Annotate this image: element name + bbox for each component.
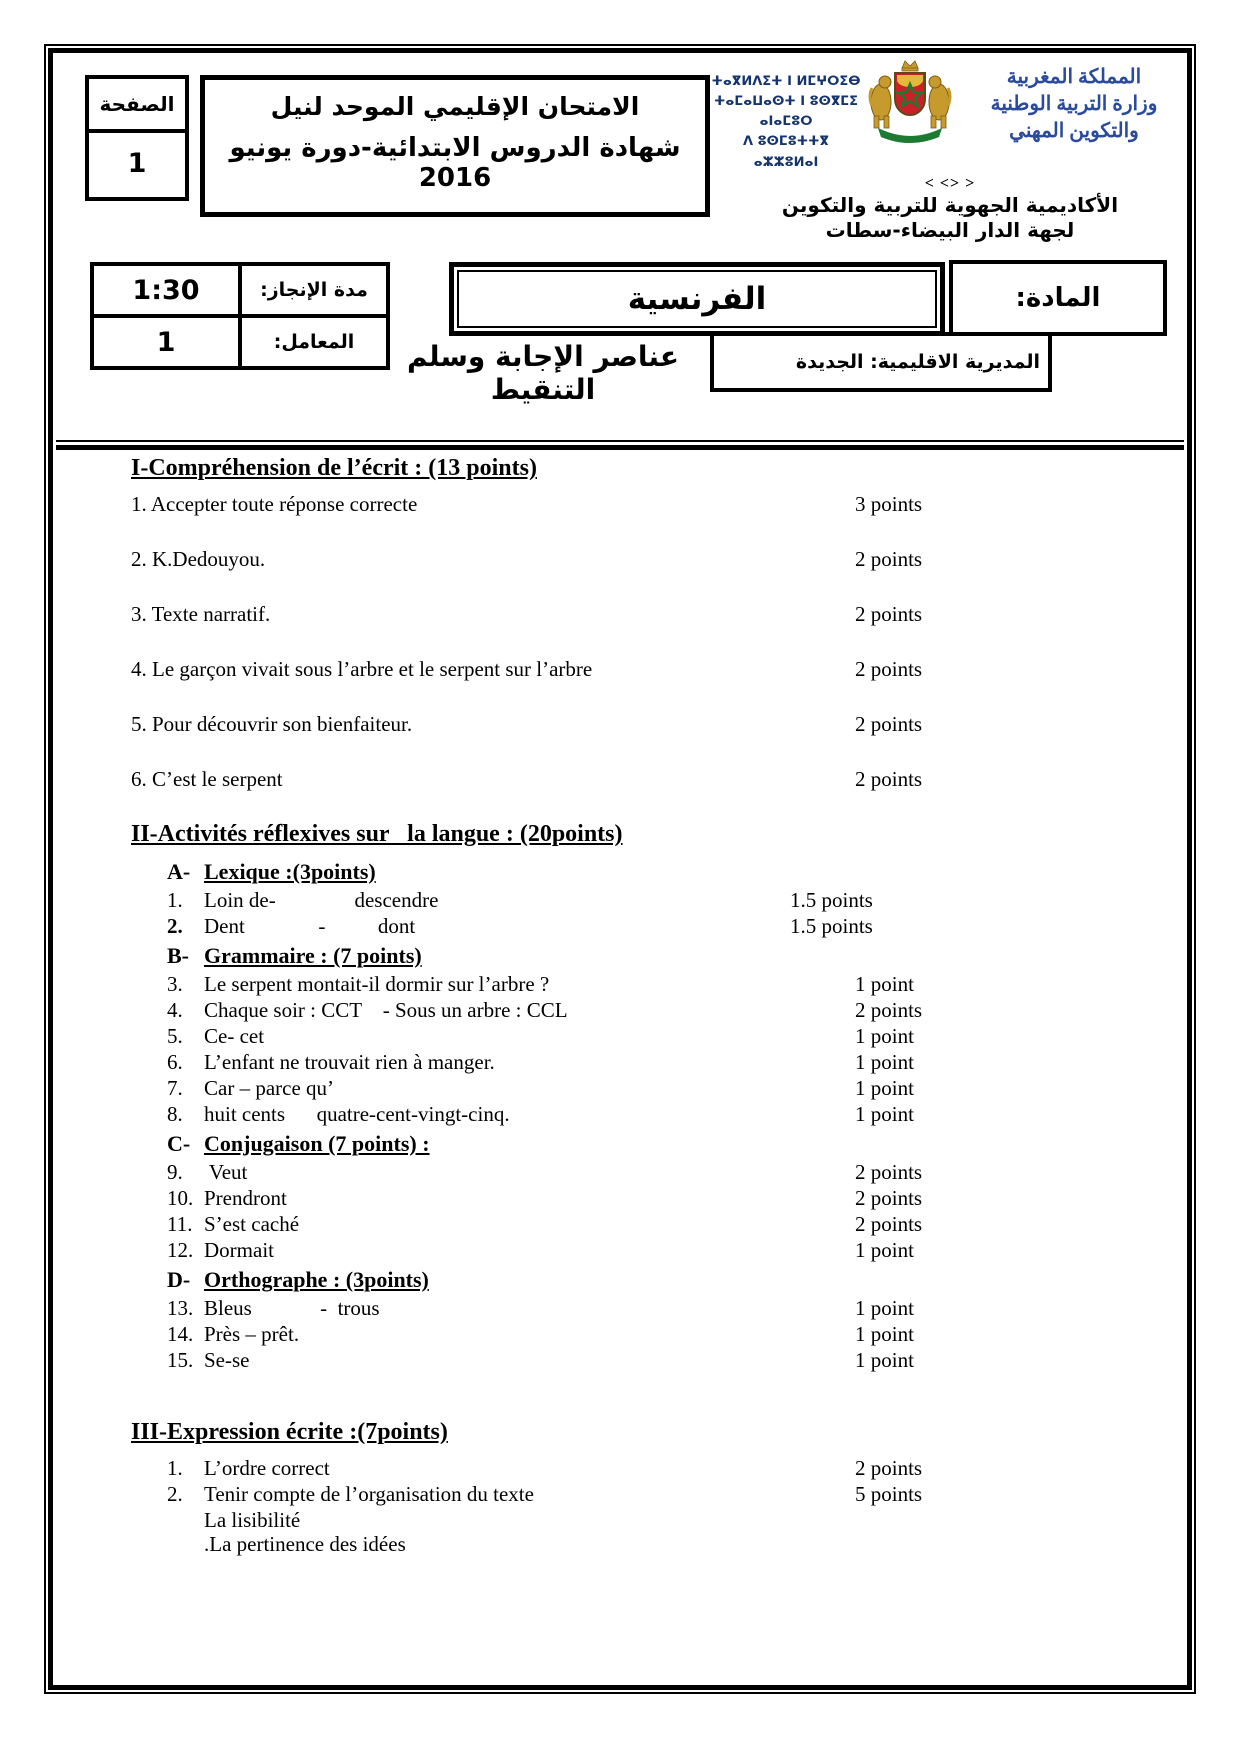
item-number: 3. <box>167 972 183 996</box>
crown-icon <box>902 61 918 71</box>
answer-item <box>131 1186 1137 1211</box>
subsection-heading-text: Lexique :(3points) <box>204 859 376 884</box>
item-number: 13. <box>167 1296 194 1320</box>
coefficient-label: المعامل: <box>273 331 355 353</box>
item-text: Dent - dont <box>204 914 416 938</box>
subsection-heading-text: Conjugaison (7 points) : <box>204 1131 430 1156</box>
item-points: 1 point <box>855 1238 914 1262</box>
item-text: L’enfant ne trouvait rien à manger. <box>204 1050 495 1074</box>
item-number: 1. <box>167 888 183 912</box>
item-number: 1. <box>167 1456 183 1480</box>
item-text: Ce- cet <box>204 1024 265 1048</box>
answer-item <box>131 1076 1137 1101</box>
academy-line1: الأكاديمية الجهوية للتربية والتكوين <box>781 192 1119 217</box>
ministry-line: وزارة التربية الوطنية <box>990 93 1158 115</box>
page-border-frame <box>44 44 1196 1694</box>
item-points: 1 point <box>855 972 914 996</box>
item-text: Dormait <box>204 1238 274 1262</box>
government-header-top <box>710 58 1190 173</box>
item-points: 2 points <box>855 712 923 736</box>
answer-item <box>131 1024 1137 1049</box>
item-number: 14. <box>167 1322 194 1346</box>
item-points: 1 point <box>855 1296 914 1320</box>
item-text: .La pertinence des idées <box>204 1532 406 1556</box>
answer-item <box>131 1102 1137 1127</box>
duration-value: 1:30 <box>94 266 242 314</box>
item-text: Bleus - trous <box>204 1296 380 1320</box>
subsection-a-heading <box>131 858 1137 885</box>
exam-meta-table <box>90 262 390 370</box>
academy-name <box>710 193 1190 243</box>
item-points: 1 point <box>855 1076 914 1100</box>
exam-title-box <box>200 75 710 217</box>
duration-label: مدة الإنجاز: <box>260 279 368 301</box>
exam-title-line2: شهادة الدروس الابتدائية-دورة يونيو 2016 <box>229 133 681 193</box>
answer-item <box>131 712 1137 736</box>
subsection-d-heading <box>131 1266 1137 1293</box>
subsection-heading-text: Grammaire : (7 points) <box>204 943 422 968</box>
subsection-prefix: D- <box>167 1267 191 1292</box>
answer-item-continuation <box>131 1532 1137 1556</box>
kingdom-line: المملكة المغربية <box>1006 66 1142 88</box>
item-number: 12. <box>167 1238 194 1262</box>
ribbon-icon <box>878 128 942 143</box>
item-points: 2 points <box>855 1160 923 1184</box>
answer-item <box>131 1212 1137 1237</box>
item-number: 15. <box>167 1348 194 1372</box>
ministry-name-tifinagh <box>710 58 862 173</box>
item-number: 11. <box>167 1212 193 1236</box>
tifinagh-line1: ⵜⴰⴳⵍⴷⵉⵜ ⵏ ⵍⵎⵖⵔⵉⴱ <box>711 74 861 89</box>
answer-key-title: عناصر الإجابة وسلم التنقيط <box>406 340 679 406</box>
answer-item <box>131 972 1137 997</box>
answer-item <box>131 767 1137 791</box>
item-number: 6. <box>167 1050 183 1074</box>
item-points: 2 points <box>855 1212 923 1236</box>
item-points: 1.5 points <box>790 914 873 938</box>
item-points: 3 points <box>855 492 923 516</box>
tifinagh-line3: ⴷ ⵓⵙⵎⵓⵜⵜⴳ ⴰⵣⵣⵓⵍⴰⵏ <box>743 134 829 170</box>
answer-item <box>131 914 1137 939</box>
item-text: Veut <box>204 1160 248 1184</box>
item-points: 2 points <box>855 998 923 1022</box>
answer-item <box>131 547 1137 571</box>
answer-item <box>131 1296 1137 1321</box>
item-points: 2 points <box>855 657 923 681</box>
answer-item <box>131 492 1137 516</box>
item-text: Loin de- descendre <box>204 888 439 912</box>
lion-left-icon <box>870 76 891 128</box>
item-text: huit cents quatre-cent-vingt-cinq. <box>204 1102 510 1126</box>
item-points: 2 points <box>855 1456 923 1480</box>
answer-item <box>131 1322 1137 1347</box>
item-text: Tenir compte de l’organisation du texte <box>204 1482 534 1506</box>
answer-item <box>131 657 1137 681</box>
item-points: 1 point <box>855 1348 914 1372</box>
item-points: 1 point <box>855 1050 914 1074</box>
item-number: 2. <box>167 1482 183 1506</box>
item-text: Chaque soir : CCT - Sous un arbre : CCL <box>204 998 568 1022</box>
coefficient-value: 1 <box>94 318 242 366</box>
item-points: 1 point <box>855 1024 914 1048</box>
item-text: L’ordre correct <box>204 1456 330 1480</box>
item-number: 2. <box>167 914 183 938</box>
item-points: 2 points <box>855 767 923 791</box>
item-text: Prendront <box>204 1186 287 1210</box>
answer-item-continuation <box>131 1508 1137 1532</box>
page-number-box <box>85 75 189 201</box>
answer-item <box>131 1160 1137 1185</box>
item-points: 2 points <box>855 602 923 626</box>
item-text: 3. Texte narratif. <box>131 602 271 626</box>
answer-item <box>131 1482 1137 1507</box>
item-points: 1.5 points <box>790 888 873 912</box>
item-text: Près – prêt. <box>204 1322 300 1346</box>
section2-title <box>131 821 1137 848</box>
item-text: Se-se <box>204 1348 250 1372</box>
section1-title-text: I-Compréhension de l’écrit : (13 points) <box>131 455 537 481</box>
item-number: 8. <box>167 1102 183 1126</box>
item-text: S’est caché <box>204 1212 300 1236</box>
tifinagh-line2: ⵜⴰⵎⴰⵡⴰⵙⵜ ⵏ ⵓⵙⴳⵎⵉ ⴰⵏⴰⵎⵓⵔ <box>713 94 859 130</box>
academy-line2: لجهة الدار البيضاء-سطات <box>825 217 1075 242</box>
answer-item <box>131 888 1137 913</box>
subject-value-box: الفرنسية <box>449 262 945 336</box>
page-border-frame-inner <box>48 48 1192 1690</box>
subject-label-box: المادة: <box>949 260 1167 336</box>
subsection-prefix: B- <box>167 943 189 968</box>
coefficient-row <box>94 314 386 366</box>
coat-of-arms-icon <box>866 58 954 150</box>
item-number: 9. <box>167 1160 183 1184</box>
item-number: 5. <box>167 1024 183 1048</box>
subsection-prefix: C- <box>167 1131 191 1156</box>
item-text: 6. C’est le serpent <box>131 767 283 791</box>
section2-title-text: II-Activités réflexives sur la langue : (20points) <box>131 821 623 847</box>
lion-right-icon <box>929 76 950 128</box>
item-points: 2 points <box>855 1186 923 1210</box>
ministry-name-arabic <box>958 58 1190 145</box>
header-separator: < <> > <box>924 174 976 192</box>
exam-title-line1: الامتحان الإقليمي الموحد لنيل <box>270 92 640 121</box>
item-number: 10. <box>167 1186 194 1210</box>
answer-item <box>131 602 1137 626</box>
subsection-prefix: A- <box>167 859 191 884</box>
item-text: 4. Le garçon vivait sous l’arbre et le serpent sur l’arbre <box>131 657 593 681</box>
answer-item <box>131 1348 1137 1373</box>
item-points: 2 points <box>855 547 923 571</box>
page-number: 1 <box>127 147 147 179</box>
duration-row <box>94 266 386 314</box>
section1-title <box>131 455 1137 482</box>
item-text: Le serpent montait-il dormir sur l’arbre ? <box>204 972 550 996</box>
item-points: 1 point <box>855 1322 914 1346</box>
directorate-box: المديرية الاقليمية: الجديدة <box>710 332 1052 392</box>
item-text: 2. K.Dedouyou. <box>131 547 266 571</box>
item-text: La lisibilité <box>204 1508 301 1532</box>
subsection-heading-text: Orthographe : (3points) <box>204 1267 429 1292</box>
item-text: Car – parce qu’ <box>204 1076 335 1100</box>
section3-title-text: III-Expression écrite :(7points) <box>131 1419 448 1445</box>
subsection-c-heading <box>131 1130 1137 1157</box>
answer-item <box>131 1050 1137 1075</box>
item-number: 4. <box>167 998 183 1022</box>
item-text: 1. Accepter toute réponse correcte <box>131 492 418 516</box>
subsection-b-heading <box>131 942 1137 969</box>
answer-item <box>131 1456 1137 1481</box>
training-line: والتكوين المهني <box>1009 120 1139 142</box>
answer-item <box>131 998 1137 1023</box>
item-text: 5. Pour découvrir son bienfaiteur. <box>131 712 413 736</box>
item-points: 1 point <box>855 1102 914 1126</box>
shield-icon <box>895 73 925 115</box>
section3-title <box>131 1419 1137 1446</box>
government-header <box>710 58 1190 243</box>
header-divider-line <box>56 440 1184 450</box>
item-points: 5 points <box>855 1482 923 1506</box>
item-number: 7. <box>167 1076 183 1100</box>
page-label: الصفحة <box>89 79 185 133</box>
answer-item <box>131 1238 1137 1263</box>
answer-key-body <box>131 455 1137 1556</box>
